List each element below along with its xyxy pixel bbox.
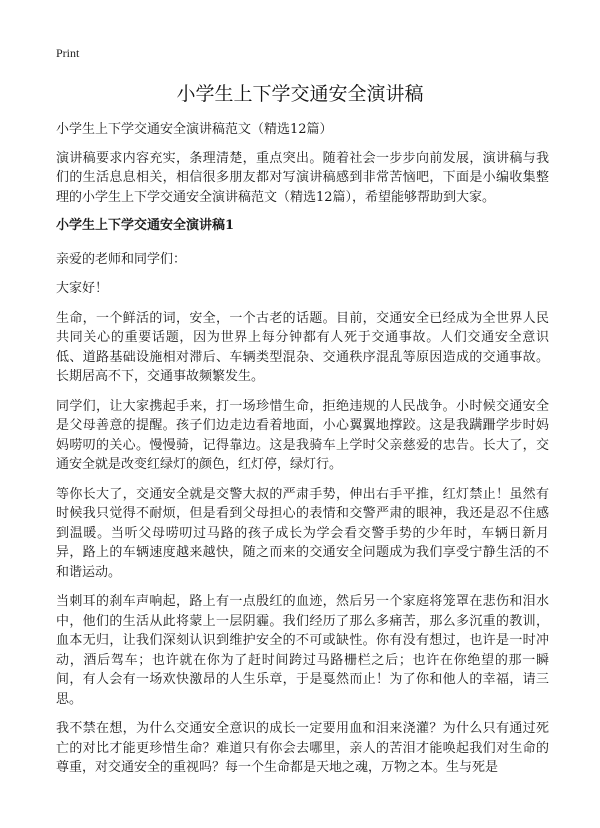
section-heading: 小学生上下学交通安全演讲稿1 bbox=[56, 218, 235, 233]
greeting: 大家好！ bbox=[56, 281, 109, 296]
body-paragraph: 等你长大了，交通安全就是交警大叔的严肃手势，伸出右手平推，红灯禁止！虽然有时候我只觉得不耐烦，但是看到父母担心的表情和交警严肃的眼神，我还是忍不住感到温暖。当听父母唠叨过马路的孩子成长为学会看交警手势的少年时，车辆日新月异，路上的车辆速度越来越快，随之而来的交通安全问题成为我们享受宁静生活的不和谐运动。 bbox=[56, 486, 549, 580]
document-subtitle: 小学生上下学交通安全演讲稿范文（精选12篇） bbox=[56, 122, 333, 137]
document-title: 小学生上下学交通安全演讲稿 bbox=[176, 83, 424, 105]
document-body bbox=[56, 120, 549, 788]
body-paragraph: 同学们，让大家携起手来，打一场珍惜生命，拒绝违规的人民战争。小时候交通安全是父母善意的提醒。孩子们边走边看着地面，小心翼翼地撑跤。这是我蹒跚学步时妈妈唠叨的关心。慢慢骑，记得靠边。这是我骑车上学时父亲慈爱的忠告。长大了，交通安全就是改变红绿灯的颜色，红灯停，绿灯行。 bbox=[56, 398, 549, 472]
salutation: 亲爱的老师和同学们： bbox=[56, 251, 187, 267]
intro-paragraph: 演讲稿要求内容充实，条理清楚，重点突出。随着社会一步步向前发展，演讲稿与我们的生活息息相关，相信很多朋友都对写演讲稿感到非常苦恼吧，下面是小编收集整理的小学生上下学交通安全演讲稿范文（精选12篇），希望能够帮助到大家。 bbox=[56, 150, 549, 205]
body-paragraph: 当刺耳的刹车声响起，路上有一点殷红的血迹，然后另一个家庭将笼罩在悲伤和泪水中，他们的生活从此将蒙上一层阴霾。我们经历了那么多痛苦，那么多沉重的教训，血本无归，让我们深刻认识到维护安全的不可或缺性。你有没有想过，也许是一时冲动，酒后驾车；也许就在你为了赶时间跨过马路栅栏之后；也许在你绝望的那一瞬间，有人会有一场欢快激昂的人生乐章，于是戛然而止！为了你和他人的幸福，请三思。 bbox=[56, 594, 549, 707]
body-paragraph: 我不禁在想，为什么交通安全意识的成长一定要用血和泪来浇灌？为什么只有通过死亡的对比才能更珍惜生命？难道只有你会去哪里，亲人的苦泪才能唤起我们对生命的尊重，对交通安全的重视吗？每一个生命都是天地之魂，万物之本。生与死是 bbox=[56, 721, 549, 775]
print-label: Print bbox=[56, 46, 80, 60]
body-paragraph: 生命，一个鲜活的词，安全，一个古老的话题。目前，交通安全已经成为全世界人民共同关心的重要话题，因为世界上每分钟都有人死于交通事故。人们交通安全意识低、道路基础设施相对滞后、车辆类型混杂、交通秩序混乱等原因造成的交通事故。长期居高不下，交通事故频繁发生。 bbox=[56, 310, 549, 384]
